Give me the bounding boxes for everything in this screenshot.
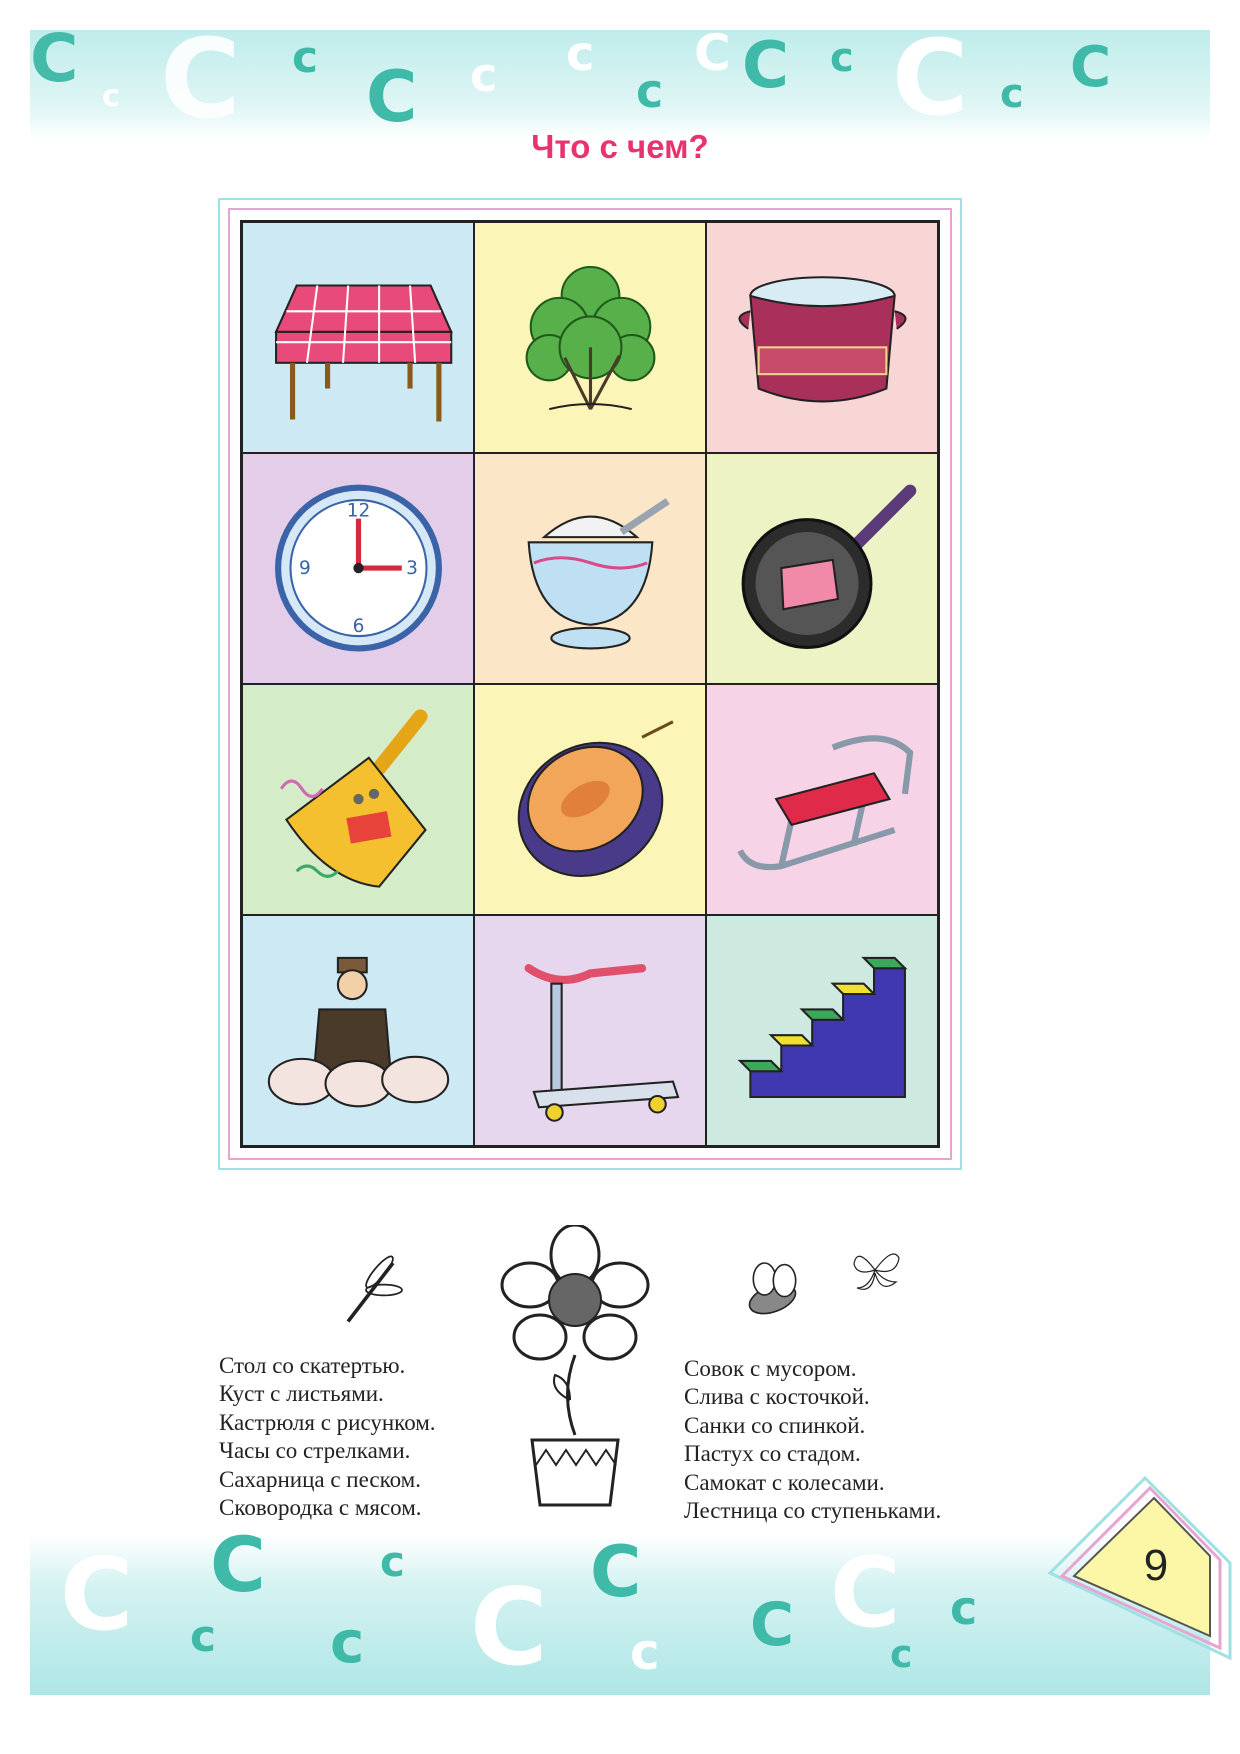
stairs-icon [719,927,926,1133]
cell-scooter [474,915,706,1146]
c-letter-decoration: C [30,20,79,97]
cell-shepherd [242,915,474,1146]
sled-icon [719,696,926,902]
c-letter-decoration: C [1070,35,1112,100]
text-line: Лестница со ступеньками. [684,1498,942,1524]
c-letter-decoration: C [830,1537,901,1649]
c-letter-decoration: c [292,32,319,83]
page-number: 9 [1143,1541,1169,1590]
text-line: Пастух со стадом. [684,1441,861,1467]
c-letter-decoration: c [630,1623,660,1681]
c-letter-decoration: c [636,64,664,118]
shepherd-icon [255,927,462,1133]
page-title: Что с чем? [531,128,709,165]
cell-bush [474,222,706,453]
text-line: Самокат с колесами. [684,1469,885,1495]
frying-pan-icon [719,465,926,671]
text-line: Сковородка с мясом. [219,1495,422,1521]
dragonfly-icon [330,1245,420,1335]
cell-pot [706,222,938,453]
c-letter-decoration: C [210,1520,266,1609]
c-letter-decoration: C [892,17,969,139]
tablecloth-table-icon [255,234,462,440]
text-line: Сахарница с песком. [219,1466,421,1492]
c-letter-decoration: c [330,1608,365,1676]
svg-text:9: 9 [298,558,311,580]
c-letter-decoration: C [694,24,731,82]
cell-plum [474,684,706,915]
c-letter-decoration: c [470,48,498,102]
c-letter-decoration: c [102,79,120,114]
text-line: Куст с листьями. [219,1381,384,1407]
c-letter-decoration: c [190,1611,217,1662]
bush-icon [487,234,694,440]
c-letter-decoration: c [380,1537,405,1586]
dustpan-icon [255,696,462,902]
c-letter-decoration: C [60,1536,134,1653]
c-letter-decoration: C [750,1590,795,1660]
cell-clock [242,453,474,684]
cell-frying-pan [706,453,938,684]
text-line: Санки со спинкой. [684,1412,866,1438]
c-letter-decoration: C [470,1566,548,1689]
cell-tablecloth-table [242,222,474,453]
butterfly-icon [840,1240,910,1300]
sugar-bowl-icon [487,465,694,671]
c-letter-decoration: c [950,1581,978,1635]
c-letter-decoration: C [742,29,789,103]
flower-in-pot-icon [500,1225,650,1515]
c-letter-decoration: c [890,1632,913,1676]
svg-text:6: 6 [352,616,364,638]
pot-icon [719,234,926,440]
cell-sugar-bowl [474,453,706,684]
c-letter-decoration: C [160,15,241,143]
text-line: Совок с мусором. [684,1356,857,1381]
picture-grid [240,220,940,1148]
text-line: Часы со стрелками. [219,1438,411,1464]
bottom-decorative-band [30,1520,1210,1695]
c-letter-decoration: c [566,26,595,82]
c-letter-decoration: c [830,35,854,81]
cell-sled [706,684,938,915]
svg-text:12: 12 [346,500,370,522]
text-line: Стол со скатертью. [219,1353,406,1378]
right-text-column [684,1355,941,1525]
top-decorative-band [30,15,1210,143]
c-letter-decoration: C [590,1531,642,1613]
bee-icon [730,1255,815,1335]
c-letter-decoration: c [1000,71,1024,117]
plum-icon [487,696,694,902]
scooter-icon [487,927,694,1133]
c-letter-decoration: C [366,56,418,138]
cell-dustpan [242,684,474,915]
clock-icon [255,465,462,671]
cell-stairs [706,915,938,1146]
text-line: Слива с косточкой. [684,1384,870,1410]
left-text-column [219,1352,436,1522]
text-line: Кастрюля с рисунком. [219,1409,436,1435]
svg-text:3: 3 [405,558,418,580]
